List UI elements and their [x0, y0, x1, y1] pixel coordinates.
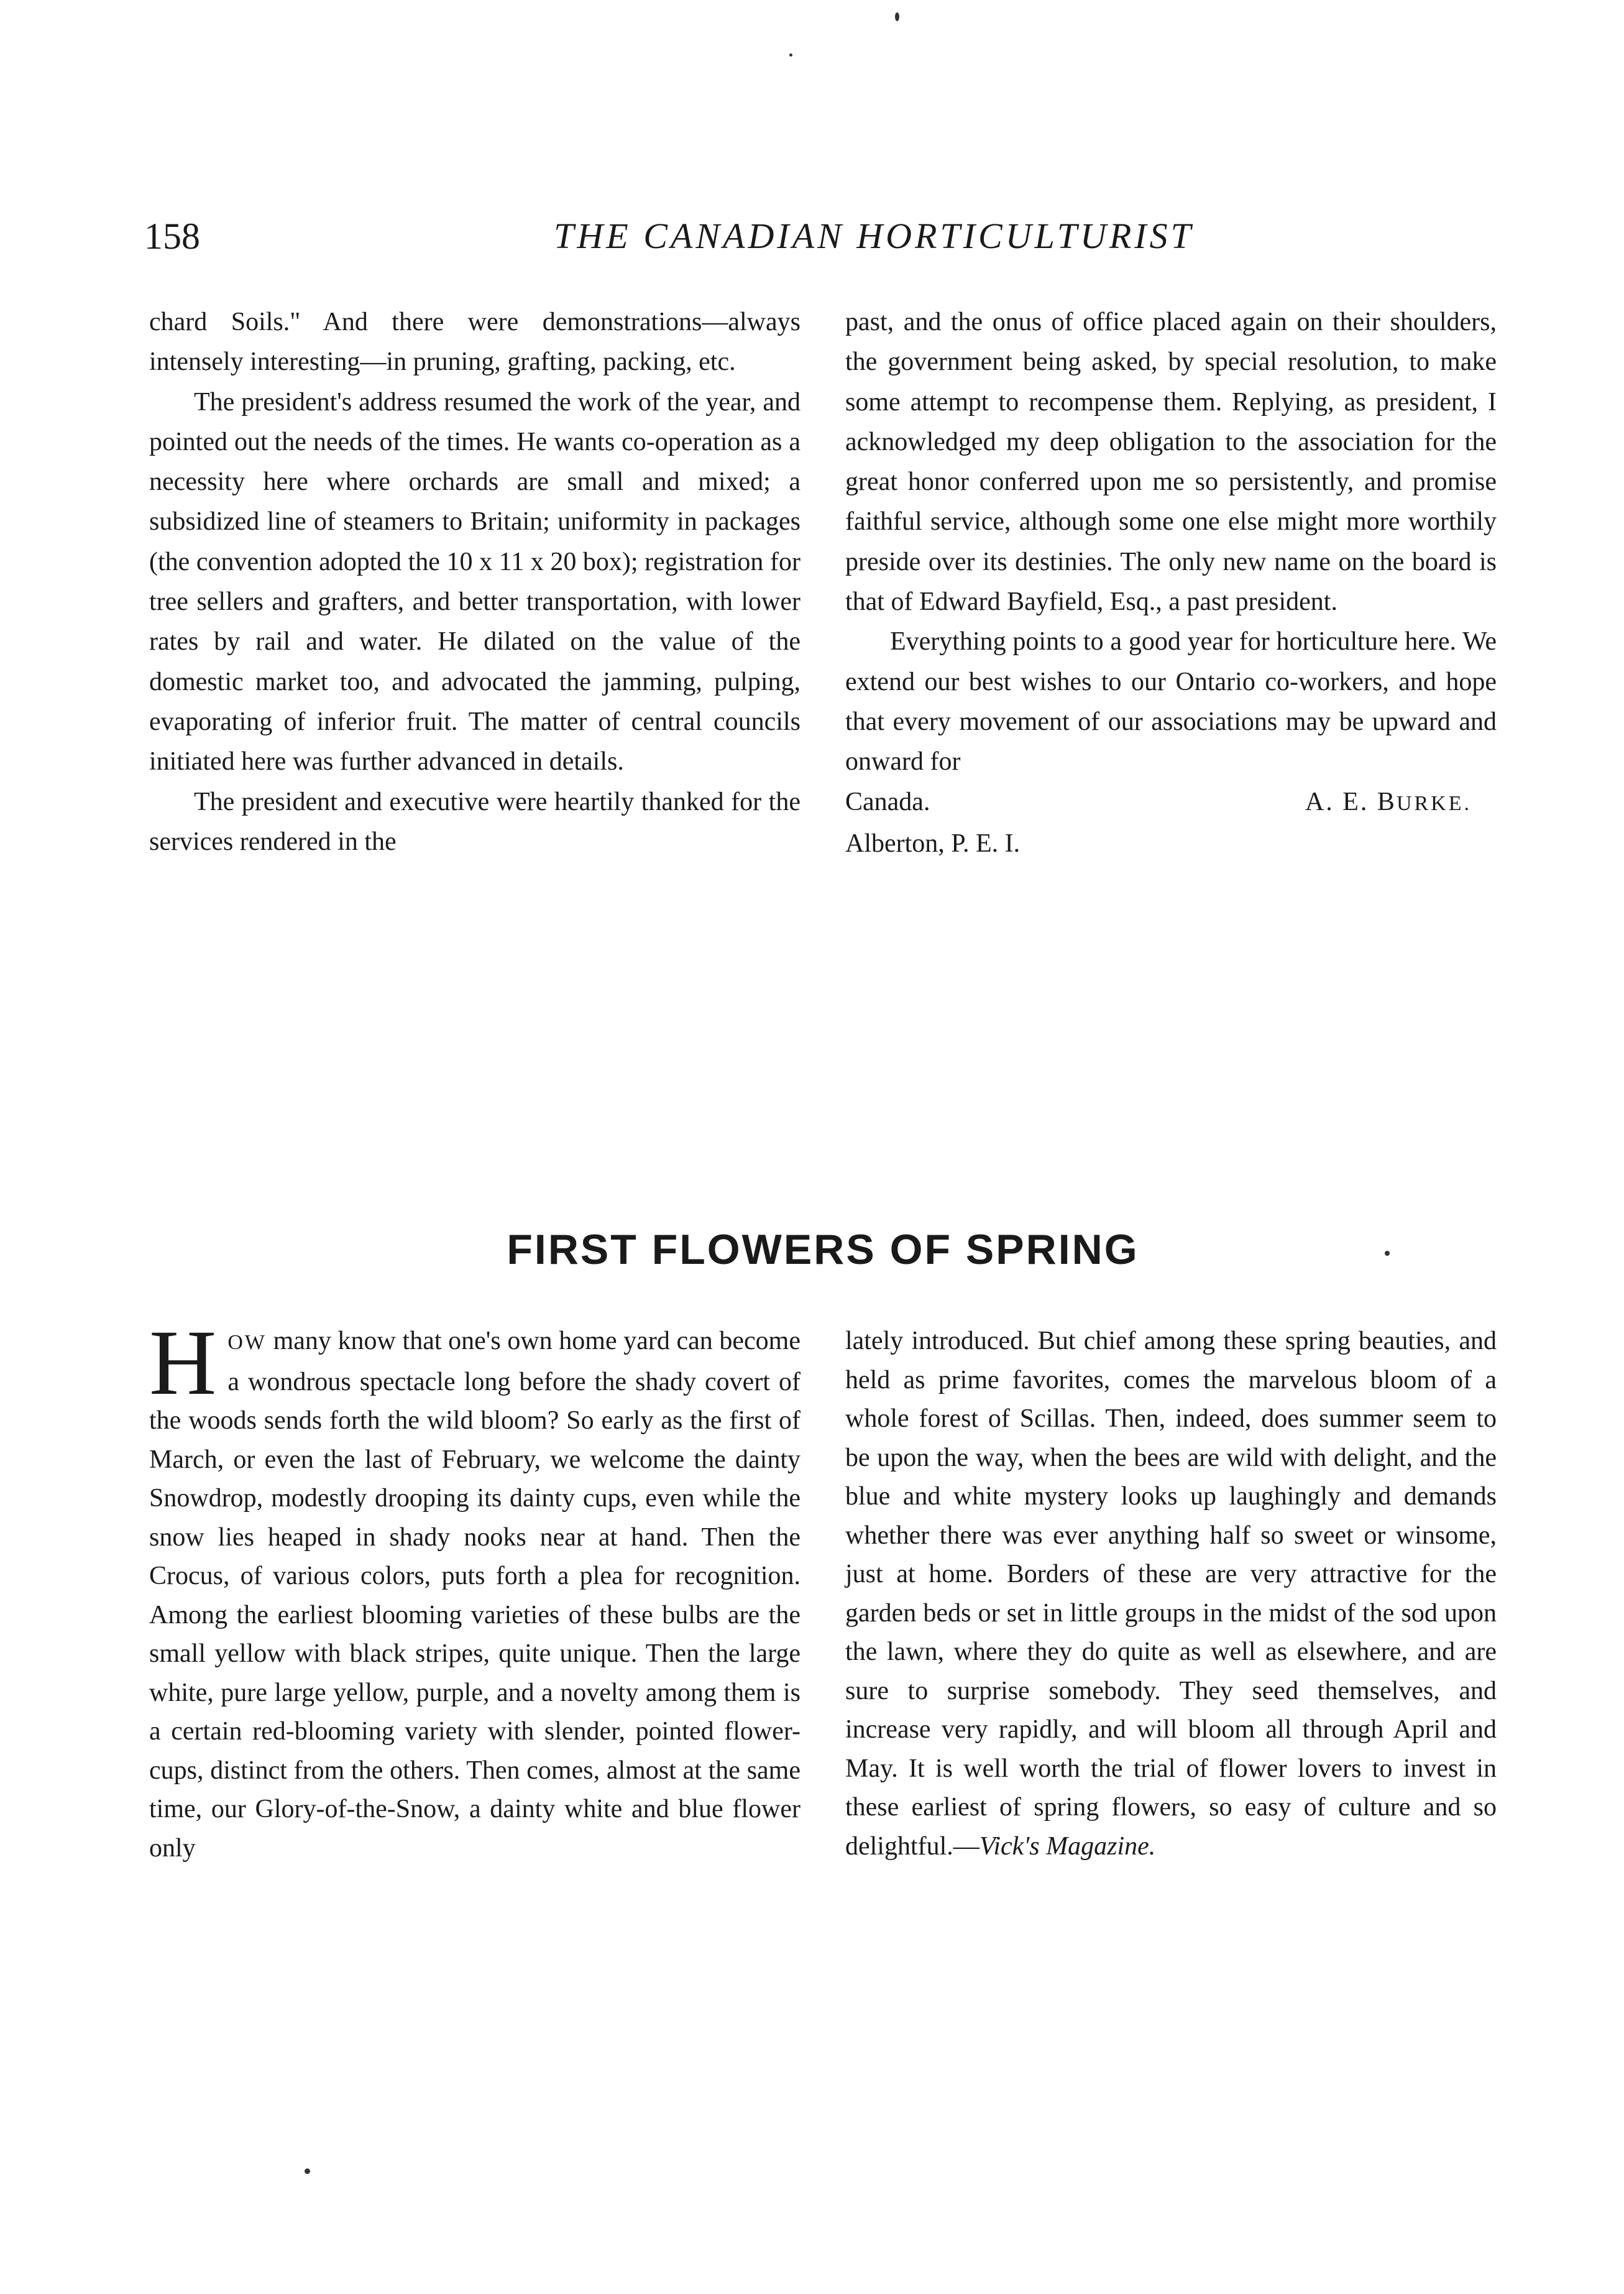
article-right-column [845, 1322, 1497, 1866]
lead-smallcaps: OW [227, 1331, 267, 1354]
signoff-word: Canada. [845, 787, 930, 816]
author-signature [1305, 782, 1497, 824]
page-number: 158 [144, 216, 200, 257]
article-opening-paragraph [149, 1311, 801, 1868]
paragraph: The president's address resumed the work of the year, and pointed out the needs of the times. He wants co-operation as a necessity here where orchards are small and mixed; a subsidized line of steamers to Britain; uniformity in packages (the convention adopted the 10 x 11 x 20 box); registration for tree sellers and grafters, and better transportation, with lower rates by rail and water. He dilated on the value of the domestic market too, and advocated the jamming, pulping, evaporating of inferior fruit. The matter of central councils initiated here was further advanced in details. [149, 387, 801, 776]
print-speck [305, 2168, 310, 2174]
article-left-column [149, 1311, 801, 1868]
paragraph [845, 1322, 1497, 1866]
source-citation: Vick's Magazine. [979, 1831, 1156, 1861]
right-column-text: lately introduced. But chief among these spring beauties, and held as prime favorites, comes the marvelous bloom of a whole forest of Scillas. Then, indeed, does summer seem to be upon the way, when the bees are wild with delight, and the blue and white mystery looks up laughingly and demands whether there was ever anything half so sweet or winsome, just at home. Borders of these are very attractive for the garden beds or set in little groups in the midst of the sod upon the lawn, where they do quite as well as elsewhere, and are sure to surprise somebody. They seed themselves, and increase very rapidly, and will bloom all through April and May. It is well worth the trial of flower lovers to invest in these earliest of spring flowers, so easy of culture and so delightful.— [845, 1327, 1497, 1861]
author-initials: A. E. B [1305, 787, 1397, 816]
article-title: FIRST FLOWERS OF SPRING [507, 1226, 1139, 1273]
running-head [144, 211, 1479, 261]
journal-title: THE CANADIAN HORTICULTURIST [554, 216, 1194, 256]
previous-article-left-column [149, 302, 801, 862]
author-location: Alberton, P. E. I. [845, 829, 1021, 858]
author-surname: URKE. [1396, 791, 1472, 815]
paragraph: chard Soils." And there were demonstrations—always intensely interesting—in pruning, grafting, packing, etc. [149, 308, 801, 377]
left-column-text: many know that one's own home yard can become a wondrous spectacle long before the shady covert of the woods sends forth the wild bloom? So early as the first of March, or even the last of February, we welcome the dainty Snowdrop, modestly drooping its dainty cups, even while the snow lies heaped in shady nooks near at hand. Then the Crocus, of various colors, puts forth a plea for recognition. Among the earliest blooming varieties of these bulbs are the small yellow with black stripes, quite unique. Then the large white, pure large yellow, purple, and a novelty among them is a certain red-blooming variety with slender, pointed flower-cups, distinct from the others. Then comes, almost at the same time, our Glory-of-the-Snow, a dainty white and blue flower only [149, 1327, 801, 1863]
print-speck [895, 12, 899, 21]
paragraph: The president and executive were heartily thanked for the services rendered in the [149, 787, 801, 856]
signoff-line [845, 782, 1497, 824]
paragraph: Everything points to a good year for horticulture here. We extend our best wishes to our Ontario co-workers, and hope that every movement of our associations may be upward and onward for [845, 627, 1497, 776]
drop-cap: H [149, 1311, 217, 1414]
previous-article-right-column [845, 302, 1497, 864]
print-speck [789, 53, 792, 57]
paragraph: past, and the onus of office placed again on their shoulders, the government being asked, by special resolution, to make some attempt to recompense them. Replying, as president, I acknowledged my deep obligation to the association for the great honor conferred upon me so persistently, and promise faithful service, although some one else might more worthily preside over its destinies. The only new name on the board is that of Edward Bayfield, Esq., a past president. [845, 308, 1497, 617]
